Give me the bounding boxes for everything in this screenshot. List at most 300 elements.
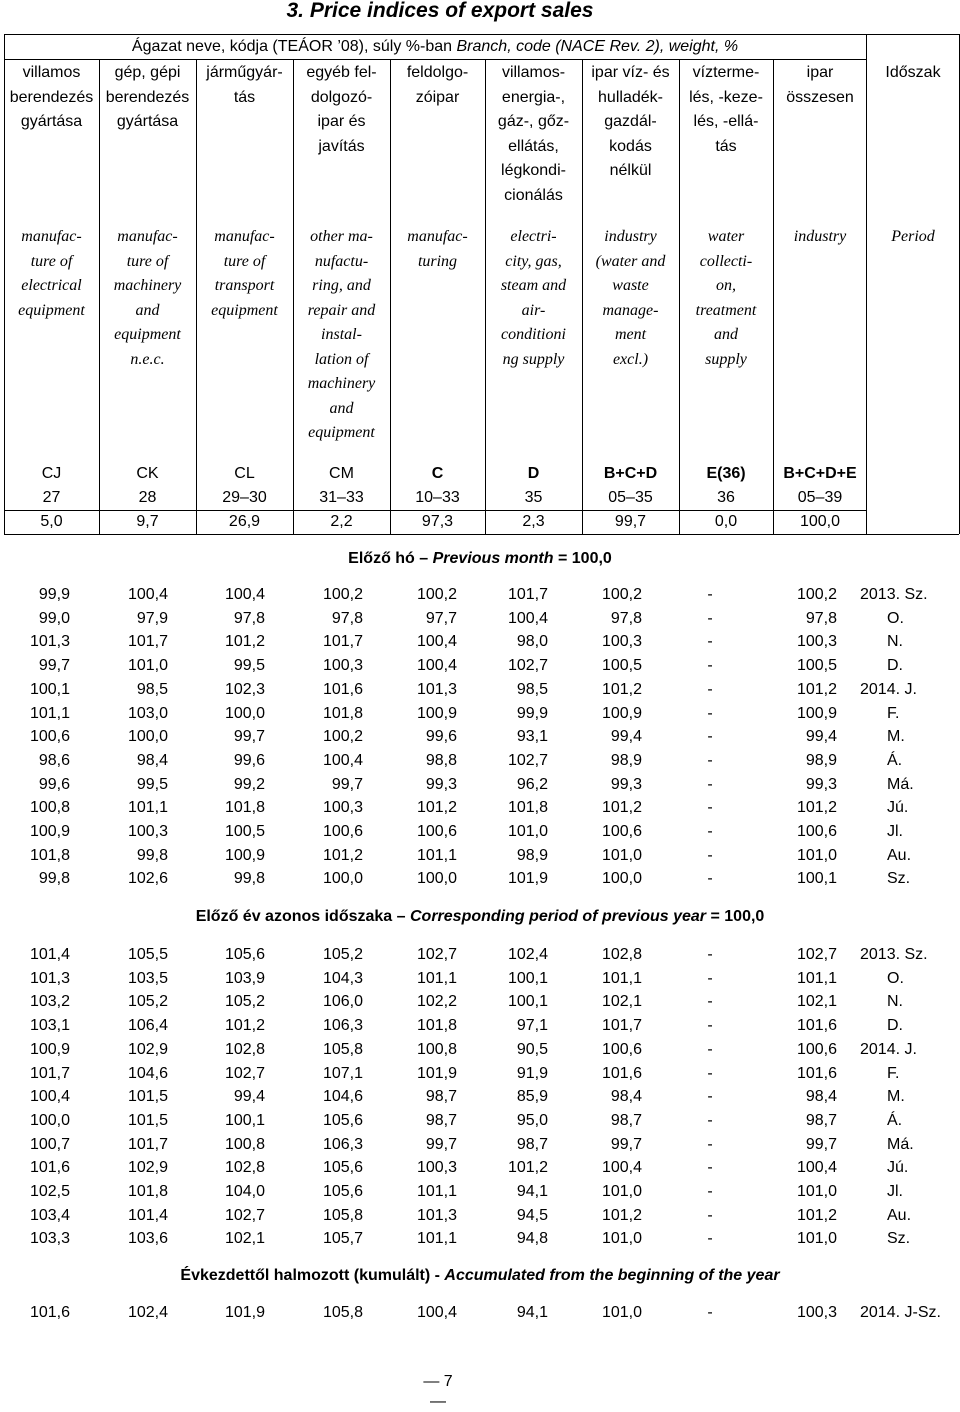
table-cell: - xyxy=(707,1040,713,1058)
period-cell: M. xyxy=(887,1088,905,1106)
table-cell: 100,3 xyxy=(796,1304,837,1321)
table-cell: 100,4 xyxy=(224,586,265,603)
page-number: — 7 — xyxy=(423,1373,453,1410)
column-code-number: 35 xyxy=(524,489,543,506)
table-cell: 101,1 xyxy=(416,1183,457,1200)
table-cell: 100,8 xyxy=(416,1040,457,1058)
table-cell: 102,1 xyxy=(796,993,837,1011)
table-cell: 99,7 xyxy=(805,1135,837,1153)
table-cell: 101,8 xyxy=(127,1183,168,1200)
table-cell: 100,4 xyxy=(416,633,457,651)
table-cell: 101,1 xyxy=(29,704,70,722)
table-cell: - xyxy=(707,1017,713,1035)
table-cell: 101,9 xyxy=(507,870,548,888)
table-cell: 99,6 xyxy=(233,751,265,769)
table-cell: 101,8 xyxy=(507,799,548,817)
table-cell: 101,5 xyxy=(127,1088,168,1106)
period-cell: D. xyxy=(887,657,903,675)
table-cell: 100,6 xyxy=(322,823,363,840)
table-cell: 100,5 xyxy=(796,657,837,675)
table-cell: 101,0 xyxy=(507,823,548,840)
table-cell: 103,9 xyxy=(224,969,265,987)
table-cell: 102,3 xyxy=(224,680,265,698)
table-cell: 100,6 xyxy=(601,1040,642,1058)
table-cell: - xyxy=(707,728,713,746)
table-cell: 98,7 xyxy=(425,1088,457,1106)
table-cell: 102,8 xyxy=(601,946,642,963)
period-cell: Jú. xyxy=(887,1159,909,1177)
table-cell: - xyxy=(707,704,713,722)
column-weight: 5,0 xyxy=(40,513,63,530)
table-cell: 105,6 xyxy=(322,1111,363,1129)
column-code-letter: CK xyxy=(136,465,159,482)
column-header-en: industry (water and waste manage- ment excl.) xyxy=(595,228,666,368)
table-cell: 99,9 xyxy=(38,586,70,603)
table-cell: - xyxy=(707,1183,713,1200)
table-cell: 100,9 xyxy=(29,823,70,840)
table-cell: 102,7 xyxy=(507,657,548,675)
period-cell: Má. xyxy=(887,775,914,793)
table-cell: 101,0 xyxy=(796,1230,837,1248)
table-cell: 101,8 xyxy=(224,799,265,817)
table-cell: 101,0 xyxy=(601,846,642,864)
table-cell: 95,0 xyxy=(516,1111,548,1129)
table-row xyxy=(0,1180,960,1204)
table-cell: 101,6 xyxy=(796,1017,837,1035)
table-cell: 101,3 xyxy=(29,633,70,651)
table-cell: 101,1 xyxy=(416,1230,457,1248)
column-header-en: electri- city, gas, steam and air- conditioni ng supply xyxy=(500,228,567,368)
period-cell: O. xyxy=(887,969,904,987)
table-cell: 98,9 xyxy=(610,751,642,769)
table-cell: 102,5 xyxy=(29,1183,70,1200)
table-cell: 99,4 xyxy=(805,728,837,746)
column-code-letter: C xyxy=(431,465,444,482)
table-cell: 106,4 xyxy=(127,1017,168,1035)
table-row xyxy=(0,796,960,820)
section-heading-hu: Évkezdettől halmozott (kumulált) xyxy=(180,1267,431,1284)
table-cell: 101,6 xyxy=(29,1159,70,1177)
table-row xyxy=(0,943,960,967)
table-cell: 98,7 xyxy=(516,1135,548,1153)
table-cell: 102,7 xyxy=(224,1064,265,1082)
table-cell: 100,7 xyxy=(29,1135,70,1153)
section-heading-separator: - xyxy=(430,1267,445,1284)
branch-caption-hu: Ágazat neve, kódja (TEÁOR ’08), súly %-ban xyxy=(131,38,453,55)
table-cell: 94,5 xyxy=(516,1206,548,1224)
table-cell: 100,2 xyxy=(416,586,457,603)
table-cell: 104,0 xyxy=(224,1183,265,1200)
table-cell: 101,7 xyxy=(601,1017,642,1035)
table-cell: 101,8 xyxy=(29,846,70,864)
table-row xyxy=(0,990,960,1014)
table-cell: 99,3 xyxy=(425,775,457,793)
table-row xyxy=(0,749,960,773)
table-cell: 99,8 xyxy=(38,870,70,888)
table-cell: 98,7 xyxy=(425,1111,457,1129)
table-cell: 101,9 xyxy=(416,1064,457,1082)
section-heading xyxy=(0,1265,960,1287)
table-cell: 101,0 xyxy=(601,1304,642,1321)
table-cell: 98,4 xyxy=(610,1088,642,1106)
period-cell: 2013. Sz. xyxy=(860,586,928,603)
table-row xyxy=(0,844,960,868)
period-cell: Au. xyxy=(887,846,912,864)
table-cell: 101,2 xyxy=(224,633,265,651)
column-weight: 2,2 xyxy=(330,513,353,530)
table-cell: 105,8 xyxy=(322,1206,363,1224)
table-rule xyxy=(4,534,959,535)
table-cell: 100,1 xyxy=(796,870,837,888)
column-weight: 2,3 xyxy=(522,513,545,530)
page-title: 3. Price indices of export sales xyxy=(286,0,594,22)
column-code-letter: CL xyxy=(234,465,255,482)
table-cell: 101,0 xyxy=(601,1230,642,1248)
table-cell: 101,5 xyxy=(127,1111,168,1129)
period-cell: Á. xyxy=(887,751,903,769)
branch-caption-en: Branch, code (NACE Rev. 2), weight, % xyxy=(456,38,739,55)
column-header-hu: villamos berendezés gyártása xyxy=(9,64,94,130)
table-cell: 102,9 xyxy=(127,1159,168,1177)
table-cell: 102,7 xyxy=(507,751,548,769)
table-cell: - xyxy=(707,633,713,651)
table-row xyxy=(0,607,960,631)
table-cell: 101,2 xyxy=(601,799,642,817)
section-heading xyxy=(0,548,960,570)
table-cell: 101,7 xyxy=(127,633,168,651)
section-heading-hu: Előző hó xyxy=(348,550,415,567)
table-cell: 100,2 xyxy=(601,586,642,603)
table-cell: 100,4 xyxy=(796,1159,837,1177)
column-header-en: manufac- turing xyxy=(407,228,468,270)
table-cell: 101,2 xyxy=(322,846,363,864)
table-cell: 99,8 xyxy=(233,870,265,888)
table-cell: 99,3 xyxy=(805,775,837,793)
table-cell: 105,8 xyxy=(322,1040,363,1058)
table-cell: 99,2 xyxy=(233,775,265,793)
period-cell: 2014. J. xyxy=(860,680,917,698)
table-cell: 107,1 xyxy=(322,1064,363,1082)
table-cell: 100,4 xyxy=(127,586,168,603)
section-heading-en: Corresponding period of previous year xyxy=(409,908,707,925)
table-cell: 106,0 xyxy=(322,993,363,1011)
section-heading-base: = 100,0 xyxy=(553,550,612,567)
table-cell: 100,0 xyxy=(224,704,265,722)
table-cell: 101,2 xyxy=(416,799,457,817)
table-cell: 100,2 xyxy=(322,728,363,746)
table-cell: 98,9 xyxy=(516,846,548,864)
column-code-letter: B+C+D xyxy=(603,465,658,482)
table-cell: 103,3 xyxy=(29,1230,70,1248)
table-cell: 103,4 xyxy=(29,1206,70,1224)
table-cell: 100,4 xyxy=(416,657,457,675)
table-cell: - xyxy=(707,586,713,603)
column-code-number: 36 xyxy=(717,489,735,506)
column-header-hu: járműgyár- tás xyxy=(206,64,283,106)
table-cell: 98,0 xyxy=(516,633,548,651)
section-heading-en: Accumulated from the beginning of the year xyxy=(444,1267,780,1284)
period-cell: Au. xyxy=(887,1206,912,1224)
table-cell: 101,7 xyxy=(507,586,548,603)
table-cell: 100,3 xyxy=(601,633,642,651)
table-cell: 103,5 xyxy=(127,969,168,987)
period-cell: 2014. J-Sz. xyxy=(860,1304,941,1321)
column-code-number: 10–33 xyxy=(415,489,460,506)
table-cell: 97,9 xyxy=(136,609,168,627)
table-cell: 100,0 xyxy=(29,1111,70,1129)
table-cell: 100,0 xyxy=(601,870,642,888)
table-cell: 101,0 xyxy=(601,1183,642,1200)
column-weight: 99,7 xyxy=(614,513,647,530)
column-header-hu: feldolgo- zóipar xyxy=(406,64,469,106)
table-cell: 98,4 xyxy=(136,751,168,769)
table-cell: 106,3 xyxy=(322,1135,363,1153)
table-cell: 101,9 xyxy=(224,1304,265,1321)
table-cell: 99,7 xyxy=(331,775,363,793)
table-cell: 100,9 xyxy=(601,704,642,722)
column-code-letter: D xyxy=(527,465,540,482)
table-cell: 100,3 xyxy=(322,799,363,817)
column-code-letter: CJ xyxy=(41,465,62,482)
period-cell: M. xyxy=(887,728,905,746)
table-cell: 100,4 xyxy=(416,1304,457,1321)
table-cell: 100,6 xyxy=(796,823,837,840)
table-cell: - xyxy=(707,1230,713,1248)
table-cell: 85,9 xyxy=(516,1088,548,1106)
table-cell: 99,3 xyxy=(610,775,642,793)
table-cell: - xyxy=(707,775,713,793)
table-row xyxy=(0,654,960,678)
table-cell: 105,2 xyxy=(224,993,265,1011)
period-cell: 2014. J. xyxy=(860,1040,917,1058)
table-cell: 99,4 xyxy=(610,728,642,746)
table-cell: - xyxy=(707,823,713,840)
table-cell: 101,0 xyxy=(127,657,168,675)
table-cell: 100,6 xyxy=(601,823,642,840)
table-cell: 98,4 xyxy=(805,1088,837,1106)
table-cell: - xyxy=(707,799,713,817)
table-row xyxy=(0,1301,960,1325)
table-cell: 101,7 xyxy=(322,633,363,651)
column-header-en: manufac- ture of machinery and equipment n.e.c. xyxy=(113,228,182,368)
column-weight: 97,3 xyxy=(421,513,454,530)
table-cell: 97,8 xyxy=(233,609,265,627)
period-cell: D. xyxy=(887,1017,903,1035)
table-cell: 101,1 xyxy=(796,969,837,987)
table-row xyxy=(0,1014,960,1038)
table-cell: 100,2 xyxy=(796,586,837,603)
column-header-en: other ma- nufactu- ring, and repair and instal- lation of machinery and equipment xyxy=(307,228,376,441)
column-header-hu: gép, gépi berendezés gyártása xyxy=(105,64,190,130)
table-cell: 97,1 xyxy=(516,1017,548,1035)
column-code-number: 28 xyxy=(138,489,157,506)
table-cell: 96,2 xyxy=(516,775,548,793)
table-cell: 94,8 xyxy=(516,1230,548,1248)
table-cell: 103,1 xyxy=(29,1017,70,1035)
table-rule xyxy=(4,34,959,35)
period-cell: Jl. xyxy=(887,1183,903,1200)
table-cell: 100,3 xyxy=(796,633,837,651)
table-cell: 99,7 xyxy=(233,728,265,746)
table-cell: 101,6 xyxy=(29,1304,70,1321)
table-cell: - xyxy=(707,1088,713,1106)
table-cell: - xyxy=(707,993,713,1011)
period-cell: Sz. xyxy=(887,1230,911,1248)
table-cell: 99,6 xyxy=(425,728,457,746)
column-code-letter: E(36) xyxy=(706,465,746,482)
table-cell: 98,7 xyxy=(610,1111,642,1129)
table-cell: 99,5 xyxy=(136,775,168,793)
table-cell: 101,0 xyxy=(796,1183,837,1200)
table-cell: 100,5 xyxy=(601,657,642,675)
table-cell: - xyxy=(707,1135,713,1153)
column-header-en: water collecti- on, treatment and supply xyxy=(695,228,757,368)
table-cell: 101,0 xyxy=(796,846,837,864)
table-cell: 100,9 xyxy=(29,1040,70,1058)
table-cell: 100,4 xyxy=(601,1159,642,1177)
table-cell: - xyxy=(707,1304,713,1321)
table-cell: 102,1 xyxy=(224,1230,265,1248)
table-cell: 99,4 xyxy=(233,1088,265,1106)
table-cell: 98,6 xyxy=(38,751,70,769)
table-cell: 99,7 xyxy=(610,1135,642,1153)
table-cell: 100,2 xyxy=(322,586,363,603)
table-cell: 99,0 xyxy=(38,609,70,627)
table-cell: 99,7 xyxy=(38,657,70,675)
column-header-en: manufac- ture of transport equipment xyxy=(211,228,278,319)
table-cell: 105,8 xyxy=(322,1304,363,1321)
table-cell: 100,4 xyxy=(29,1088,70,1106)
table-rule xyxy=(4,59,866,60)
table-cell: 102,9 xyxy=(127,1040,168,1058)
table-cell: 100,1 xyxy=(507,993,548,1011)
table-cell: 103,2 xyxy=(29,993,70,1011)
table-row xyxy=(0,725,960,749)
period-cell: N. xyxy=(887,993,903,1011)
table-cell: 97,8 xyxy=(610,609,642,627)
period-cell: F. xyxy=(887,1064,900,1082)
table-row xyxy=(0,1133,960,1157)
table-cell: 101,2 xyxy=(796,1206,837,1224)
table-cell: 100,8 xyxy=(224,1135,265,1153)
table-cell: 105,2 xyxy=(127,993,168,1011)
table-cell: 101,2 xyxy=(601,1206,642,1224)
column-code-number: 05–35 xyxy=(608,489,653,506)
section-heading-base: = 100,0 xyxy=(706,908,765,925)
column-code-letter: CM xyxy=(329,465,354,482)
table-cell: 99,5 xyxy=(233,657,265,675)
table-cell: 101,1 xyxy=(127,799,168,817)
table-cell: 100,3 xyxy=(416,1159,457,1177)
table-cell: 102,2 xyxy=(416,993,457,1011)
column-code-number: 31–33 xyxy=(319,489,364,506)
table-cell: 100,9 xyxy=(224,846,265,864)
table-cell: - xyxy=(707,870,713,888)
section-heading-hu: Előző év azonos időszaka xyxy=(195,908,393,925)
table-cell: - xyxy=(707,751,713,769)
table-cell: 105,6 xyxy=(322,1159,363,1177)
table-cell: 100,0 xyxy=(322,870,363,888)
column-weight: 9,7 xyxy=(136,513,159,530)
table-cell: 101,2 xyxy=(507,1159,548,1177)
table-cell: - xyxy=(707,1159,713,1177)
table-cell: 100,6 xyxy=(796,1040,837,1058)
period-header-en: Period xyxy=(891,228,935,245)
period-cell: F. xyxy=(887,704,900,722)
column-header-hu: vízterme- lés, -keze- lés, -ellá- tás xyxy=(689,64,763,155)
table-cell: - xyxy=(707,846,713,864)
column-header-hu: egyéb fel- dolgozó- ipar és javítás xyxy=(306,64,377,155)
table-cell: 102,7 xyxy=(416,946,457,963)
table-cell: 101,4 xyxy=(29,946,70,963)
table-cell: 94,1 xyxy=(516,1304,548,1321)
period-cell: Sz. xyxy=(887,870,911,888)
table-cell: 100,4 xyxy=(507,609,548,627)
section-heading-en: Previous month xyxy=(432,550,554,567)
table-cell: 100,3 xyxy=(127,823,168,840)
period-cell: O. xyxy=(887,609,904,627)
table-cell: 98,9 xyxy=(805,751,837,769)
column-code-number: 05–39 xyxy=(797,489,843,506)
table-cell: 100,1 xyxy=(224,1111,265,1129)
table-cell: 101,3 xyxy=(416,1206,457,1224)
table-cell: 102,4 xyxy=(507,946,548,963)
table-cell: 102,4 xyxy=(127,1304,168,1321)
table-cell: 94,1 xyxy=(516,1183,548,1200)
column-weight: 26,9 xyxy=(228,513,261,530)
column-header-en: industry xyxy=(793,228,847,245)
table-cell: 97,8 xyxy=(805,609,837,627)
table-cell: 104,6 xyxy=(322,1088,363,1106)
table-cell: 105,5 xyxy=(127,946,168,963)
table-cell: 91,9 xyxy=(516,1064,548,1082)
section-heading xyxy=(0,906,960,928)
table-cell: 98,8 xyxy=(425,751,457,769)
period-cell: N. xyxy=(887,633,903,651)
table-cell: 101,1 xyxy=(416,846,457,864)
section-heading-separator: – xyxy=(392,908,410,925)
table-row xyxy=(0,702,960,726)
table-cell: 106,3 xyxy=(322,1017,363,1035)
period-cell: Jl. xyxy=(887,823,903,840)
table-row xyxy=(0,678,960,702)
table-cell: 100,0 xyxy=(127,728,168,746)
column-header-hu: ipar összesen xyxy=(786,64,854,106)
table-cell: 99,7 xyxy=(425,1135,457,1153)
table-cell: 101,1 xyxy=(416,969,457,987)
table-cell: 105,6 xyxy=(322,1183,363,1200)
table-cell: 100,9 xyxy=(416,704,457,722)
table-cell: 101,2 xyxy=(796,799,837,817)
table-row xyxy=(0,1062,960,1086)
table-cell: - xyxy=(707,1064,713,1082)
table-row xyxy=(0,967,960,991)
table-cell: 102,8 xyxy=(224,1159,265,1177)
table-cell: 100,4 xyxy=(322,751,363,769)
table-cell: 99,6 xyxy=(38,775,70,793)
table-row xyxy=(0,820,960,844)
table-cell: 102,6 xyxy=(127,870,168,888)
table-cell: 100,9 xyxy=(796,704,837,722)
table-cell: 93,1 xyxy=(516,728,548,746)
table-cell: 100,1 xyxy=(29,680,70,698)
column-weight: 100,0 xyxy=(799,513,841,530)
table-row xyxy=(0,867,960,891)
table-row xyxy=(0,1085,960,1109)
table-cell: 101,2 xyxy=(224,1017,265,1035)
column-weight: 0,0 xyxy=(714,513,738,530)
table-cell: 101,7 xyxy=(127,1135,168,1153)
